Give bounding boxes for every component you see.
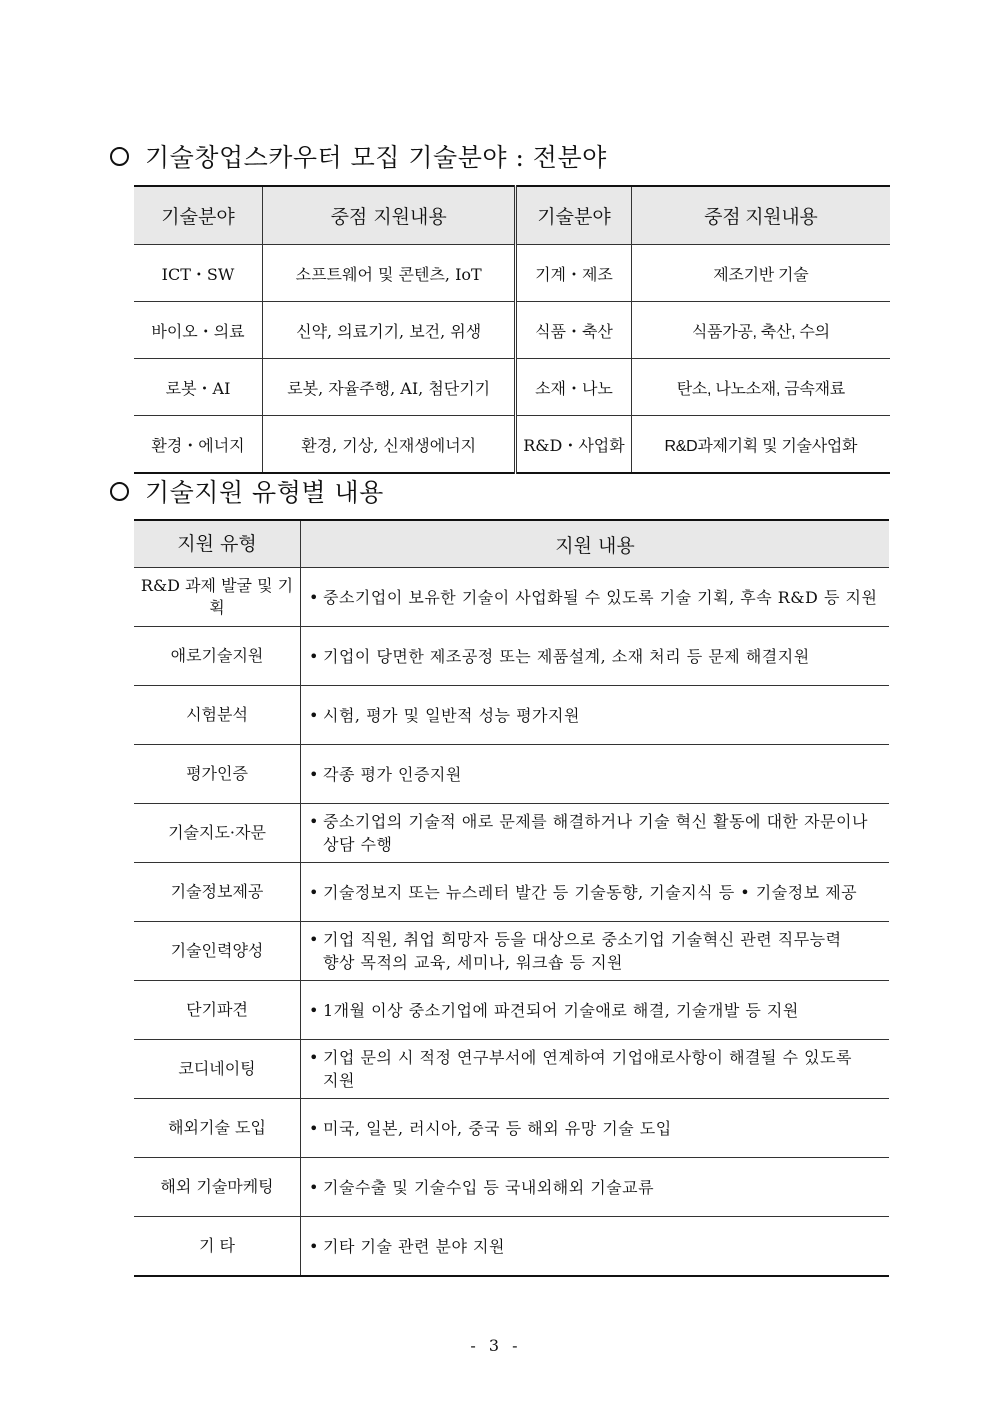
support-content-text: 중소기업이 보유한 기술이 사업화될 수 있도록 기술 기획, 후속 R&D 등 지원	[323, 587, 878, 607]
table-row	[134, 359, 890, 416]
support-content-cell	[301, 686, 890, 745]
focus-cell: R&D과제기획 및 기술사업화	[631, 416, 890, 474]
bullet-icon: •	[309, 764, 319, 784]
header-cell: 중점 지원내용	[631, 186, 890, 245]
support-content-text: 기타 기술 관련 분야 지원	[323, 1236, 505, 1256]
field-cell: 로봇・AI	[134, 359, 263, 416]
circle-bullet-icon	[110, 482, 129, 501]
table-row	[134, 416, 890, 474]
table-row	[134, 745, 889, 804]
table-row	[134, 1158, 889, 1217]
field-cell: 바이오・의료	[134, 302, 263, 359]
field-cell: 소재・나노	[516, 359, 631, 416]
header-cell: 지원 내용	[301, 520, 890, 568]
header-cell: 중점 지원내용	[263, 186, 516, 245]
support-type-rows	[134, 568, 889, 1277]
header-cell: 기술분야	[516, 186, 631, 245]
support-content-text: 미국, 일본, 러시아, 중국 등 해외 유망 기술 도입	[323, 1118, 672, 1138]
support-type-cell: 해외 기술마케팅	[134, 1158, 301, 1217]
bullet-icon: •	[309, 812, 319, 831]
support-type-cell: 기술정보제공	[134, 863, 301, 922]
support-type-cell: 기 타	[134, 1217, 301, 1277]
support-content-cell	[301, 1158, 890, 1217]
table-header-row	[134, 186, 890, 245]
bullet-icon: •	[309, 1118, 319, 1138]
support-content-cell	[301, 1040, 890, 1099]
support-content-cell	[301, 863, 890, 922]
support-content-cell	[301, 922, 890, 981]
bullet-icon: •	[309, 705, 319, 725]
table-row	[134, 627, 889, 686]
bullet-icon: •	[309, 1048, 319, 1067]
header-cell: 기술분야	[134, 186, 263, 245]
support-type-table	[134, 519, 889, 1277]
focus-cell: 로봇, 자율주행, AI, 첨단기기	[263, 359, 516, 416]
support-content-text: 각종 평가 인증지원	[323, 764, 462, 784]
support-type-cell: 코디네이팅	[134, 1040, 301, 1099]
focus-cell: 소프트웨어 및 콘텐츠, IoT	[263, 245, 516, 302]
support-content-cell	[301, 745, 890, 804]
field-cell: ICT・SW	[134, 245, 263, 302]
section1-title: 기술창업스카우터 모집 기술분야 : 전분야	[145, 143, 607, 172]
section2-heading	[110, 473, 384, 509]
section2-title: 기술지원 유형별 내용	[145, 478, 384, 507]
table-row	[134, 922, 889, 981]
support-type-cell: 해외기술 도입	[134, 1099, 301, 1158]
support-type-cell: 평가인증	[134, 745, 301, 804]
table-row	[134, 1217, 889, 1277]
support-content-cell	[301, 627, 890, 686]
field-cell: R&D・사업화	[516, 416, 631, 474]
table-row	[134, 686, 889, 745]
focus-cell: 환경, 기상, 신재생에너지	[263, 416, 516, 474]
bullet-icon: •	[309, 587, 319, 607]
focus-cell: 신약, 의료기기, 보건, 위생	[263, 302, 516, 359]
support-content-cell	[301, 804, 890, 863]
table-row	[134, 863, 889, 922]
table-row	[134, 568, 889, 627]
bullet-icon: •	[309, 930, 319, 949]
support-type-cell: 기술지도·자문	[134, 804, 301, 863]
support-content-text: 기업 문의 시 적정 연구부서에 연계하여 기업애로사항이 해결될 수 있도록 지원	[323, 1048, 852, 1090]
tech-field-table	[134, 185, 890, 474]
field-cell: 식품・축산	[516, 302, 631, 359]
support-content-text: 기술수출 및 기술수입 등 국내외해외 기술교류	[323, 1177, 655, 1197]
support-type-cell: 기술인력양성	[134, 922, 301, 981]
circle-bullet-icon	[110, 147, 129, 166]
table-row	[134, 981, 889, 1040]
header-cell: 지원 유형	[134, 520, 301, 568]
support-content-text: 1개월 이상 중소기업에 파견되어 기술애로 해결, 기술개발 등 지원	[323, 1000, 799, 1020]
field-cell: 환경・에너지	[134, 416, 263, 474]
support-content-text: 기업 직원, 취업 희망자 등을 대상으로 중소기업 기술혁신 관련 직무능력 향상 목적의 교육, 세미나, 워크숍 등 지원	[323, 930, 842, 972]
support-type-cell: 단기파견	[134, 981, 301, 1040]
table-row	[134, 804, 889, 863]
support-content-cell	[301, 1217, 890, 1277]
support-content-cell	[301, 1099, 890, 1158]
support-type-cell: 애로기술지원	[134, 627, 301, 686]
support-content-cell	[301, 568, 890, 627]
support-content-text: 시험, 평가 및 일반적 성능 평가지원	[323, 705, 580, 725]
bullet-icon: •	[309, 882, 319, 902]
bullet-icon: •	[309, 646, 319, 666]
section1-heading	[110, 138, 607, 174]
focus-cell: 식품가공, 축산, 수의	[631, 302, 890, 359]
support-content-text: 기업이 당면한 제조공정 또는 제품설계, 소재 처리 등 문제 해결지원	[323, 646, 810, 666]
bullet-icon: •	[309, 1000, 319, 1020]
table-header-row	[134, 520, 889, 568]
table-row	[134, 245, 890, 302]
bullet-icon: •	[309, 1236, 319, 1256]
support-type-cell: R&D 과제 발굴 및 기획	[134, 568, 301, 627]
focus-cell: 제조기반 기술	[631, 245, 890, 302]
page-number: - 3 -	[470, 1336, 522, 1355]
table-row	[134, 302, 890, 359]
field-cell: 기계・제조	[516, 245, 631, 302]
focus-cell: 탄소, 나노소재, 금속재료	[631, 359, 890, 416]
support-content-text: 기술정보지 또는 뉴스레터 발간 등 기술동향, 기술지식 등 • 기술정보 제공	[323, 882, 858, 902]
support-content-cell	[301, 981, 890, 1040]
table-row	[134, 1099, 889, 1158]
support-type-cell: 시험분석	[134, 686, 301, 745]
table-row	[134, 1040, 889, 1099]
support-content-text: 중소기업의 기술적 애로 문제를 해결하거나 기술 혁신 활동에 대한 자문이나 상담 수행	[323, 812, 868, 854]
bullet-icon: •	[309, 1177, 319, 1197]
